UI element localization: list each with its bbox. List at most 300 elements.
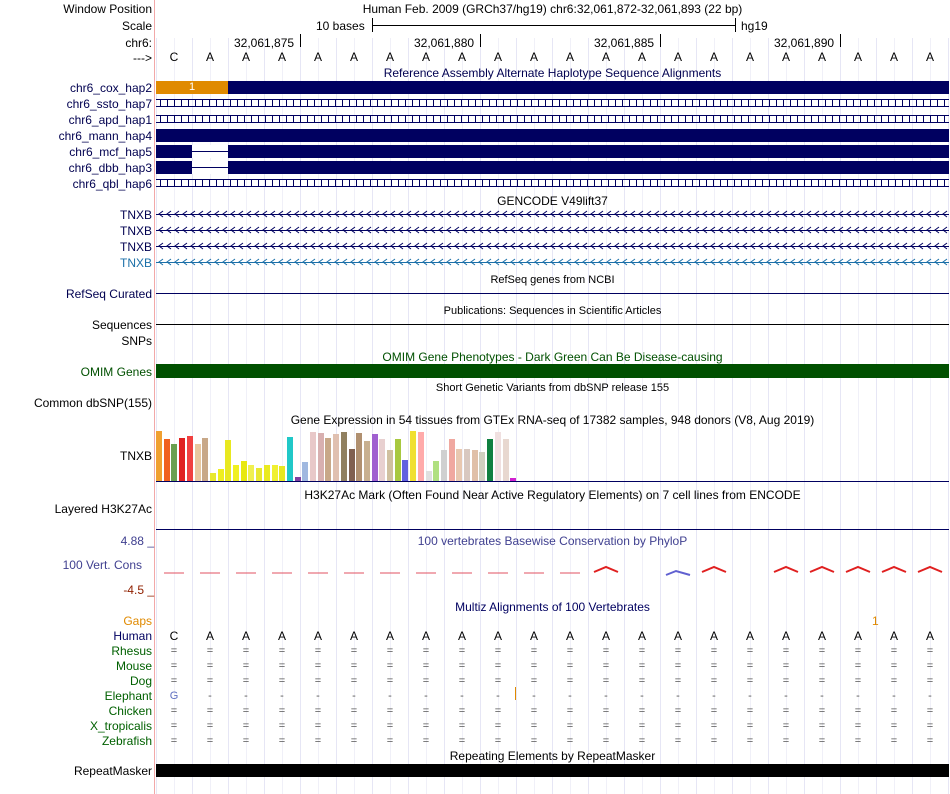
strand-arrow: [543, 211, 547, 217]
strand-arrow: [727, 259, 731, 265]
strand-arrow: [255, 259, 259, 265]
strand-arrow: [687, 227, 691, 233]
reference-base: A: [241, 50, 250, 64]
repeatmasker-block[interactable]: [156, 764, 949, 777]
species-label[interactable]: X_tropicalis: [89, 719, 152, 733]
strand-arrow: [751, 211, 755, 217]
alignment-base: =: [674, 660, 682, 672]
alignment-base: A: [313, 629, 322, 643]
alignment-base: -: [676, 690, 680, 702]
strand-arrow: [863, 243, 867, 249]
strand-arrow: [903, 259, 907, 265]
gtex-tissue-bar[interactable]: [364, 441, 370, 481]
gtex-tissue-bar[interactable]: [241, 461, 247, 481]
alignment-chr6-mann-hap4[interactable]: [156, 129, 949, 142]
strand-arrow: [503, 243, 507, 249]
repeatmasker-label[interactable]: RepeatMasker: [73, 764, 152, 778]
snps-label[interactable]: SNPs: [121, 334, 152, 348]
alignment-chr6-cox-hap2[interactable]: [156, 81, 949, 94]
strand-arrow: [591, 243, 595, 249]
alignment-base: A: [421, 629, 430, 643]
track-label-chr6-apd-hap1[interactable]: chr6_apd_hap1: [68, 113, 152, 127]
strand-arrow: [623, 243, 627, 249]
alignment-base: =: [206, 720, 214, 732]
strand-arrow: [255, 211, 259, 217]
species-label[interactable]: Human: [113, 629, 152, 643]
strand-arrow: [431, 211, 435, 217]
strand-arrow: [231, 227, 235, 233]
strand-arrow: [767, 259, 771, 265]
gtex-tissue-bar[interactable]: [156, 431, 162, 481]
strand-arrow: [943, 243, 947, 249]
strand-arrow: [703, 259, 707, 265]
strand-arrow: [439, 211, 443, 217]
strand-arrow: [727, 227, 731, 233]
alignment-base: =: [854, 675, 862, 687]
gtex-tissue-bar[interactable]: [279, 466, 285, 481]
label-divider: [154, 0, 155, 794]
reference-base: A: [421, 50, 430, 64]
gtex-title[interactable]: Gene Expression in 54 tissues from GTEx RNA-seq of 17382 samples, 948 donors (V8, Aug 2019): [290, 413, 815, 427]
strand-arrow: [743, 227, 747, 233]
strand-arrow: [871, 243, 875, 249]
alignment-base: =: [170, 660, 178, 672]
alignment-base: =: [926, 705, 934, 717]
strand-arrow: [455, 243, 459, 249]
alignment-base: =: [782, 675, 790, 687]
strand-arrow: [615, 259, 619, 265]
alignment-base: =: [494, 675, 502, 687]
alignment-chr6-apd-hap1[interactable]: [156, 115, 949, 123]
track-label-chr6-ssto-hap7[interactable]: chr6_ssto_hap7: [66, 97, 152, 111]
gtex-tissue-bar[interactable]: [272, 465, 278, 481]
strand-arrow: [903, 227, 907, 233]
reference-base: C: [169, 50, 179, 64]
alignment-base: =: [170, 720, 178, 732]
strand-arrow: [895, 227, 899, 233]
alignment-base: =: [314, 645, 322, 657]
strand-arrow: [407, 243, 411, 249]
strand-arrow: [887, 227, 891, 233]
gtex-tissue-bar[interactable]: [395, 439, 401, 481]
gtex-tissue-bar[interactable]: [441, 450, 447, 481]
strand-arrow: [943, 227, 947, 233]
gtex-tissue-bar[interactable]: [349, 449, 355, 481]
strand-arrow: [175, 211, 179, 217]
alignment-base: =: [350, 705, 358, 717]
gtex-tissue-bar[interactable]: [256, 468, 262, 481]
strand-arrow: [535, 211, 539, 217]
haplotype-block-1[interactable]: 1: [156, 81, 228, 94]
strand-arrow: [231, 259, 235, 265]
strand-arrow: [655, 227, 659, 233]
strand-arrow: [727, 211, 731, 217]
repeatmasker-title[interactable]: Repeating Elements by RepeatMasker: [449, 749, 656, 763]
tick-mark-1: [300, 34, 301, 47]
strand-arrow: [247, 227, 251, 233]
alt-haplotypes-title[interactable]: Reference Assembly Alternate Haplotype Sequence Alignments: [383, 66, 722, 80]
strand-arrow: [479, 259, 483, 265]
strand-arrow: [239, 259, 243, 265]
chrom-label: chr6:: [125, 36, 152, 50]
reference-base: A: [817, 50, 826, 64]
strand-arrow: [375, 211, 379, 217]
strand-arrow: [567, 211, 571, 217]
alignment-base: =: [206, 645, 214, 657]
multiz-title[interactable]: Multiz Alignments of 100 Vertebrates: [455, 600, 650, 614]
alignment-chr6-dbb-hap3[interactable]: [156, 161, 949, 174]
strand-arrow: [759, 227, 763, 233]
alignment-base: =: [458, 660, 466, 672]
species-label[interactable]: Zebrafish: [101, 734, 152, 748]
strand-arrow: [559, 259, 563, 265]
reference-bases[interactable]: [156, 50, 950, 64]
strand-arrow: [455, 211, 459, 217]
alignment-chr6-ssto-hap7[interactable]: [156, 99, 949, 107]
gtex-tissue-bar[interactable]: [287, 437, 293, 481]
gtex-tissue-bar[interactable]: [402, 460, 408, 481]
alignment-base: =: [458, 735, 466, 747]
alignment-base: -: [460, 690, 464, 702]
species-label[interactable]: Chicken: [108, 704, 152, 718]
strand-arrow: [879, 259, 883, 265]
alignment-base: =: [818, 720, 826, 732]
alignment-base: =: [206, 675, 214, 687]
strand-arrow: [711, 259, 715, 265]
strand-arrow: [639, 243, 643, 249]
alignment-base: =: [638, 720, 646, 732]
species-label[interactable]: Dog: [129, 674, 152, 688]
strand-arrow: [399, 227, 403, 233]
gtex-tissue-bar[interactable]: [195, 444, 201, 481]
h3k27ac-label[interactable]: Layered H3K27Ac: [54, 502, 152, 516]
alignment-base: =: [422, 735, 430, 747]
strand-arrow: [287, 259, 291, 265]
strand-arrow: [751, 259, 755, 265]
strand-arrow: [527, 211, 531, 217]
strand-arrow: [327, 243, 331, 249]
strand-arrow: [783, 259, 787, 265]
gtex-tissue-bar[interactable]: [264, 465, 270, 481]
strand-arrow: [927, 243, 931, 249]
phylop-label[interactable]: 100 Vert. Cons: [62, 558, 142, 572]
strand-arrow: [311, 227, 315, 233]
strand-arrow: [247, 211, 251, 217]
strand-arrow: [639, 227, 643, 233]
alignment-base: =: [314, 675, 322, 687]
track-label-chr6-mcf-hap5[interactable]: chr6_mcf_hap5: [69, 145, 152, 159]
strand-arrow: [231, 243, 235, 249]
strand-arrow: [367, 259, 371, 265]
gtex-tissue-bar[interactable]: [310, 432, 316, 481]
strand-arrow: [447, 243, 451, 249]
publications-title[interactable]: Publications: Sequences in Scientific Articles: [443, 305, 662, 317]
alignment-base: =: [494, 705, 502, 717]
strand-arrow: [359, 227, 363, 233]
gtex-tissue-bar[interactable]: [179, 438, 185, 481]
alignment-base: =: [782, 705, 790, 717]
strand-arrow: [415, 227, 419, 233]
gtex-tissue-bar[interactable]: [218, 469, 224, 481]
gtex-tissue-bar[interactable]: [379, 439, 385, 481]
alignment-base: A: [637, 629, 646, 643]
strand-arrow: [767, 243, 771, 249]
strand-arrow: [743, 243, 747, 249]
strand-arrow: [623, 211, 627, 217]
gap-line: [192, 151, 228, 152]
gtex-tissue-bar[interactable]: [503, 439, 509, 481]
reference-base: A: [673, 50, 682, 64]
species-label[interactable]: Elephant: [104, 689, 152, 703]
strand-arrow: [503, 259, 507, 265]
alignment-base: =: [746, 705, 754, 717]
strand-arrow: [799, 259, 803, 265]
gtex-tissue-bar[interactable]: [202, 438, 208, 481]
strand-arrow: [647, 211, 651, 217]
gtex-tissue-bar[interactable]: [333, 434, 339, 481]
gtex-tissue-bar[interactable]: [341, 432, 347, 481]
strand-arrow: [199, 227, 203, 233]
publications-label[interactable]: Sequences: [91, 318, 152, 332]
strand-arrow: [743, 259, 747, 265]
dbsnp-label[interactable]: Common dbSNP(155): [33, 396, 152, 410]
alignment-base: =: [566, 705, 574, 717]
alignment-base: -: [496, 690, 500, 702]
strand-arrow: [783, 227, 787, 233]
gtex-tissue-bar[interactable]: [302, 462, 308, 481]
strand-arrow: [471, 259, 475, 265]
strand-arrow: [671, 259, 675, 265]
gencode-label-4[interactable]: TNXB: [119, 256, 152, 270]
gtex-label[interactable]: TNXB: [119, 449, 152, 463]
strand-arrow: [391, 211, 395, 217]
reference-base: A: [889, 50, 898, 64]
alignment-base: =: [638, 705, 646, 717]
strand-arrow: [871, 227, 875, 233]
alignment-base: =: [818, 675, 826, 687]
strand-arrow: [567, 259, 571, 265]
alignment-base: =: [818, 645, 826, 657]
alignment-base: =: [638, 735, 646, 747]
strand-arrow: [727, 243, 731, 249]
track-label-chr6-dbb-hap3[interactable]: chr6_dbb_hap3: [68, 161, 152, 175]
phylop-max: 4.88 _: [120, 534, 154, 548]
phylop-score-mark: [846, 567, 870, 572]
strand-arrow: [655, 243, 659, 249]
alignment-base: =: [746, 675, 754, 687]
alignment-base: =: [854, 735, 862, 747]
strand-arrow: [671, 211, 675, 217]
gtex-tissue-bar[interactable]: [233, 465, 239, 481]
species-label[interactable]: Rhesus: [111, 644, 152, 658]
refseq-label[interactable]: RefSeq Curated: [65, 287, 152, 301]
insertion-marker[interactable]: [515, 687, 516, 700]
strand-arrow: [239, 211, 243, 217]
strand-arrow: [671, 227, 675, 233]
omim-title[interactable]: OMIM Gene Phenotypes - Dark Green Can Be Disease-causing: [382, 350, 723, 364]
gtex-tissue-bar[interactable]: [464, 449, 470, 481]
strand-arrow: [767, 211, 771, 217]
alignment-base: -: [640, 690, 644, 702]
strand-arrow: [551, 211, 555, 217]
strand-arrow: [223, 211, 227, 217]
gtex-tissue-bar[interactable]: [418, 432, 424, 481]
reference-base: A: [529, 50, 538, 64]
phylop-title[interactable]: 100 vertebrates Basewise Conservation by PhyloP: [417, 534, 688, 548]
strand-arrow: [751, 243, 755, 249]
gtex-tissue-bar[interactable]: [171, 444, 177, 481]
strand-arrow: [559, 243, 563, 249]
strand-arrow: [759, 259, 763, 265]
strand-arrow: [919, 259, 923, 265]
strand-arrow: [199, 211, 203, 217]
gtex-tissue-bar[interactable]: [372, 434, 378, 481]
gencode-label-2[interactable]: TNXB: [119, 224, 152, 238]
alignment-base: =: [890, 735, 898, 747]
strand-arrow: [223, 243, 227, 249]
gtex-tissue-bar[interactable]: [433, 461, 439, 481]
strand-arrow: [263, 259, 267, 265]
strand-arrow: [831, 259, 835, 265]
alignment-base: =: [746, 645, 754, 657]
phylop-conservation-plot[interactable]: [156, 560, 949, 584]
strand-arrow: [735, 227, 739, 233]
reference-base: A: [925, 50, 934, 64]
alignment-base: =: [350, 675, 358, 687]
alignment-base: =: [710, 645, 718, 657]
strand-arrow: [823, 211, 827, 217]
reference-base: A: [709, 50, 718, 64]
omim-gene-block[interactable]: [156, 364, 949, 378]
strand-arrow: [407, 211, 411, 217]
species-label[interactable]: Mouse: [115, 659, 152, 673]
strand-arrow: [303, 211, 307, 217]
strand-arrow: [791, 227, 795, 233]
strand-arrow: [215, 211, 219, 217]
gtex-tissue-bar[interactable]: [495, 432, 501, 481]
gencode-title[interactable]: GENCODE V49lift37: [497, 194, 608, 208]
gtex-tissue-bar[interactable]: [387, 450, 393, 481]
strand-arrow: [911, 211, 915, 217]
alignment-base: =: [458, 645, 466, 657]
alignment-base: =: [458, 720, 466, 732]
strand-arrow: [791, 211, 795, 217]
refseq-title[interactable]: RefSeq genes from NCBI: [490, 274, 615, 286]
strand-arrow: [767, 227, 771, 233]
strand-arrow: [439, 243, 443, 249]
strand-arrow: [271, 211, 275, 217]
strand-arrow: [599, 243, 603, 249]
alignment-base: =: [854, 705, 862, 717]
strand-arrow: [175, 243, 179, 249]
strand-arrow: [599, 227, 603, 233]
publications-line: [156, 324, 949, 325]
strand-arrow: [863, 211, 867, 217]
strand-arrow: [871, 259, 875, 265]
gencode-label-1[interactable]: TNXB: [119, 208, 152, 222]
track-label-chr6-mann-hap4[interactable]: chr6_mann_hap4: [58, 129, 152, 143]
gap-marker[interactable]: 1: [872, 614, 879, 628]
alignment-base: =: [926, 735, 934, 747]
gtex-tissue-bar[interactable]: [472, 450, 478, 481]
gtex-tissue-bar[interactable]: [248, 465, 254, 481]
gencode-label-3[interactable]: TNXB: [119, 240, 152, 254]
gtex-tissue-bar[interactable]: [325, 438, 331, 481]
gtex-bar-chart[interactable]: [156, 428, 536, 481]
gtex-tissue-bar[interactable]: [449, 439, 455, 481]
strand-arrow: [695, 211, 699, 217]
strand-arrow: [303, 227, 307, 233]
reference-base: A: [601, 50, 610, 64]
refseq-line: [156, 293, 949, 294]
gtex-tissue-bar[interactable]: [456, 449, 462, 481]
alignment-base: =: [278, 645, 286, 657]
strand-arrow: [479, 211, 483, 217]
strand-arrow: [527, 259, 531, 265]
alignment-base: =: [782, 735, 790, 747]
gtex-tissue-bar[interactable]: [210, 473, 216, 481]
alignment-base: =: [674, 720, 682, 732]
gtex-tissue-bar[interactable]: [187, 436, 193, 481]
strand-arrow: [239, 243, 243, 249]
tick-label-4: 32,061,890: [774, 36, 835, 50]
strand-arrow: [215, 227, 219, 233]
gtex-tissue-bar[interactable]: [318, 433, 324, 481]
strand-arrow: [343, 259, 347, 265]
strand-arrow: [279, 227, 283, 233]
strand-arrow: [711, 243, 715, 249]
h3k27ac-title[interactable]: H3K27Ac Mark (Often Found Near Active Regulatory Elements) on 7 cell lines from ENCODE: [304, 488, 801, 502]
alignment-base: A: [709, 629, 718, 643]
strand-arrow: [631, 259, 635, 265]
strand-arrow: [607, 227, 611, 233]
track-label-chr6-cox-hap2[interactable]: chr6_cox_hap2: [69, 81, 152, 95]
alignment-chr6-qbl-hap6[interactable]: [156, 179, 949, 187]
track-label-chr6-qbl-hap6[interactable]: chr6_qbl_hap6: [72, 177, 152, 191]
strand-arrow: [847, 259, 851, 265]
gtex-tissue-bar[interactable]: [426, 471, 432, 481]
gtex-tissue-bar[interactable]: [479, 452, 485, 481]
alignment-base: -: [784, 690, 788, 702]
strand-arrow: [319, 243, 323, 249]
strand-arrow: [303, 243, 307, 249]
alignment-base: A: [565, 629, 574, 643]
strand-arrow: [735, 211, 739, 217]
omim-label[interactable]: OMIM Genes: [80, 365, 152, 379]
strand-arrow: [471, 211, 475, 217]
alignment-base: =: [242, 660, 250, 672]
tick-label-2: 32,061,880: [414, 36, 475, 50]
dbsnp-title[interactable]: Short Genetic Variants from dbSNP release 155: [435, 382, 670, 394]
alignment-base: =: [746, 660, 754, 672]
strand-arrow: [775, 227, 779, 233]
gtex-tissue-bar[interactable]: [164, 439, 170, 481]
strand-arrow: [255, 227, 259, 233]
gtex-tissue-bar[interactable]: [225, 440, 231, 481]
gtex-tissue-bar[interactable]: [487, 439, 493, 481]
alignment-base: =: [314, 720, 322, 732]
gtex-tissue-bar[interactable]: [356, 433, 362, 481]
strand-arrow: [839, 259, 843, 265]
gtex-tissue-bar[interactable]: [410, 431, 416, 481]
strand-arrow: [751, 227, 755, 233]
strand-arrow: [399, 259, 403, 265]
reference-base: A: [853, 50, 862, 64]
strand-arrow: [207, 211, 211, 217]
alignment-chr6-mcf-hap5[interactable]: [156, 145, 949, 158]
strand-arrow: [183, 243, 187, 249]
gaps-label[interactable]: Gaps: [123, 614, 152, 628]
